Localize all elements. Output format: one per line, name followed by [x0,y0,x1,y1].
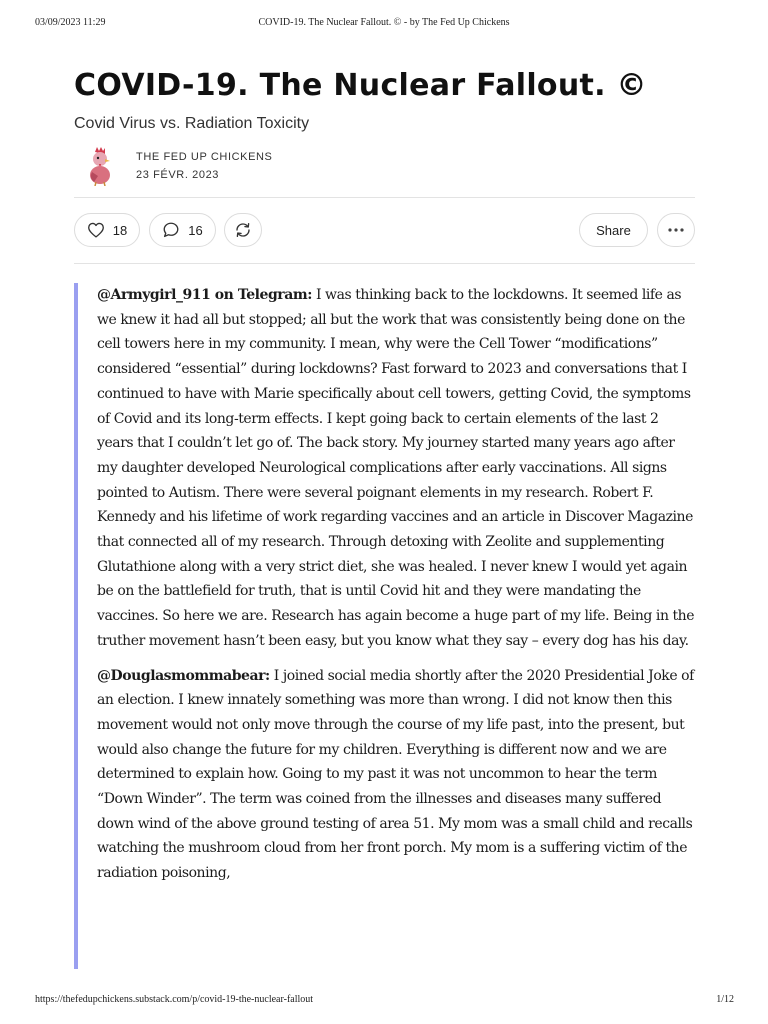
print-header [0,17,768,31]
heart-icon [87,222,105,238]
comment-button[interactable] [149,213,216,247]
restack-button[interactable] [224,213,262,247]
publish-date: 23 FÉVR. 2023 [136,169,220,181]
print-url[interactable]: https://thefedupchickens.substack.com/p/covid-19-the-nuclear-fallout [35,994,314,1005]
avatar[interactable] [86,146,114,186]
quote-text: I was thinking back to the lockdowns. It seemed life as we knew it had all but stopped; all but the work that was consistently being done on the cell towers here in my community. I mean, why were the Cell Tower “modifications” considered “essential” during lockdowns? Fast forward to 2023 and conversations that I continued to have with Marie specifically about cell towers, getting Covid, the symptoms of Covid and its long-term effects. I kept going back to certain elements of the last 2 years that I couldn’t let go of. The back story. My journey started many years ago after my daughter developed Neurological complications after early vaccinations. All signs pointed to Autism. There were several poignant elements in my research. Robert F. Kennedy and his lifetime of work regarding vaccines and an article in Discover Magazine that connected all of my research. Through detoxing with Zeolite and supplementing Glutathione along with a very strict diet, she was healed. I never knew I would yet again be on the battlefield for truth, that is until Covid hit and they were mandating the vaccines. So here we are. Research has again become a huge part of my life. Being in the truther movement hasn’t been easy, but you know what they say – every dog has his day. [97,287,695,649]
more-options-button[interactable] [657,213,695,247]
article-title: COVID-19. The Nuclear Fallout. © [74,68,647,103]
quote-paragraph [97,283,697,654]
refresh-icon [234,221,252,239]
print-datetime: 03/09/2023 11:29 [35,17,106,28]
like-button[interactable] [74,213,140,247]
print-footer [0,994,768,1008]
author-name[interactable]: THE FED UP CHICKENS [136,151,273,163]
article-header [74,66,695,264]
like-count: 18 [112,222,128,238]
blockquote [74,283,695,969]
article-subtitle: Covid Virus vs. Radiation Toxicity [74,115,310,132]
byline [74,146,695,190]
quote-text: I joined social media shortly after the 2020 Presidential Joke of an election. I knew innately something was more than wrong. I did not know then this movement would not only move through the course of my life past, into the present, but would also change the future for my children. Everything is different now and we are determined to explain how. Going to my past it was not uncommon to hear the term “Down Winder”. The term was coined from the illnesses and diseases many suffered down wind of the above ground testing of area 51. My mom was a small child and recalls watching the mushroom cloud from her front porch. My mom is a suffering victim of the radiation poisoning, [97,667,694,882]
ellipsis-icon [667,227,685,233]
speech-bubble-icon [162,221,180,239]
print-page-title: COVID-19. The Nuclear Fallout. © - by The Fed Up Chickens [258,17,510,28]
share-button[interactable]: Share [579,213,648,247]
quote-paragraph [97,664,697,886]
quote-handle: @Armygirl_911 on Telegram: [97,287,312,303]
comment-count: 16 [188,222,203,238]
divider [74,263,695,264]
action-bar [74,198,695,263]
print-page-number: 1/12 [716,994,734,1005]
quote-handle: @Douglasmommabear: [97,667,270,684]
